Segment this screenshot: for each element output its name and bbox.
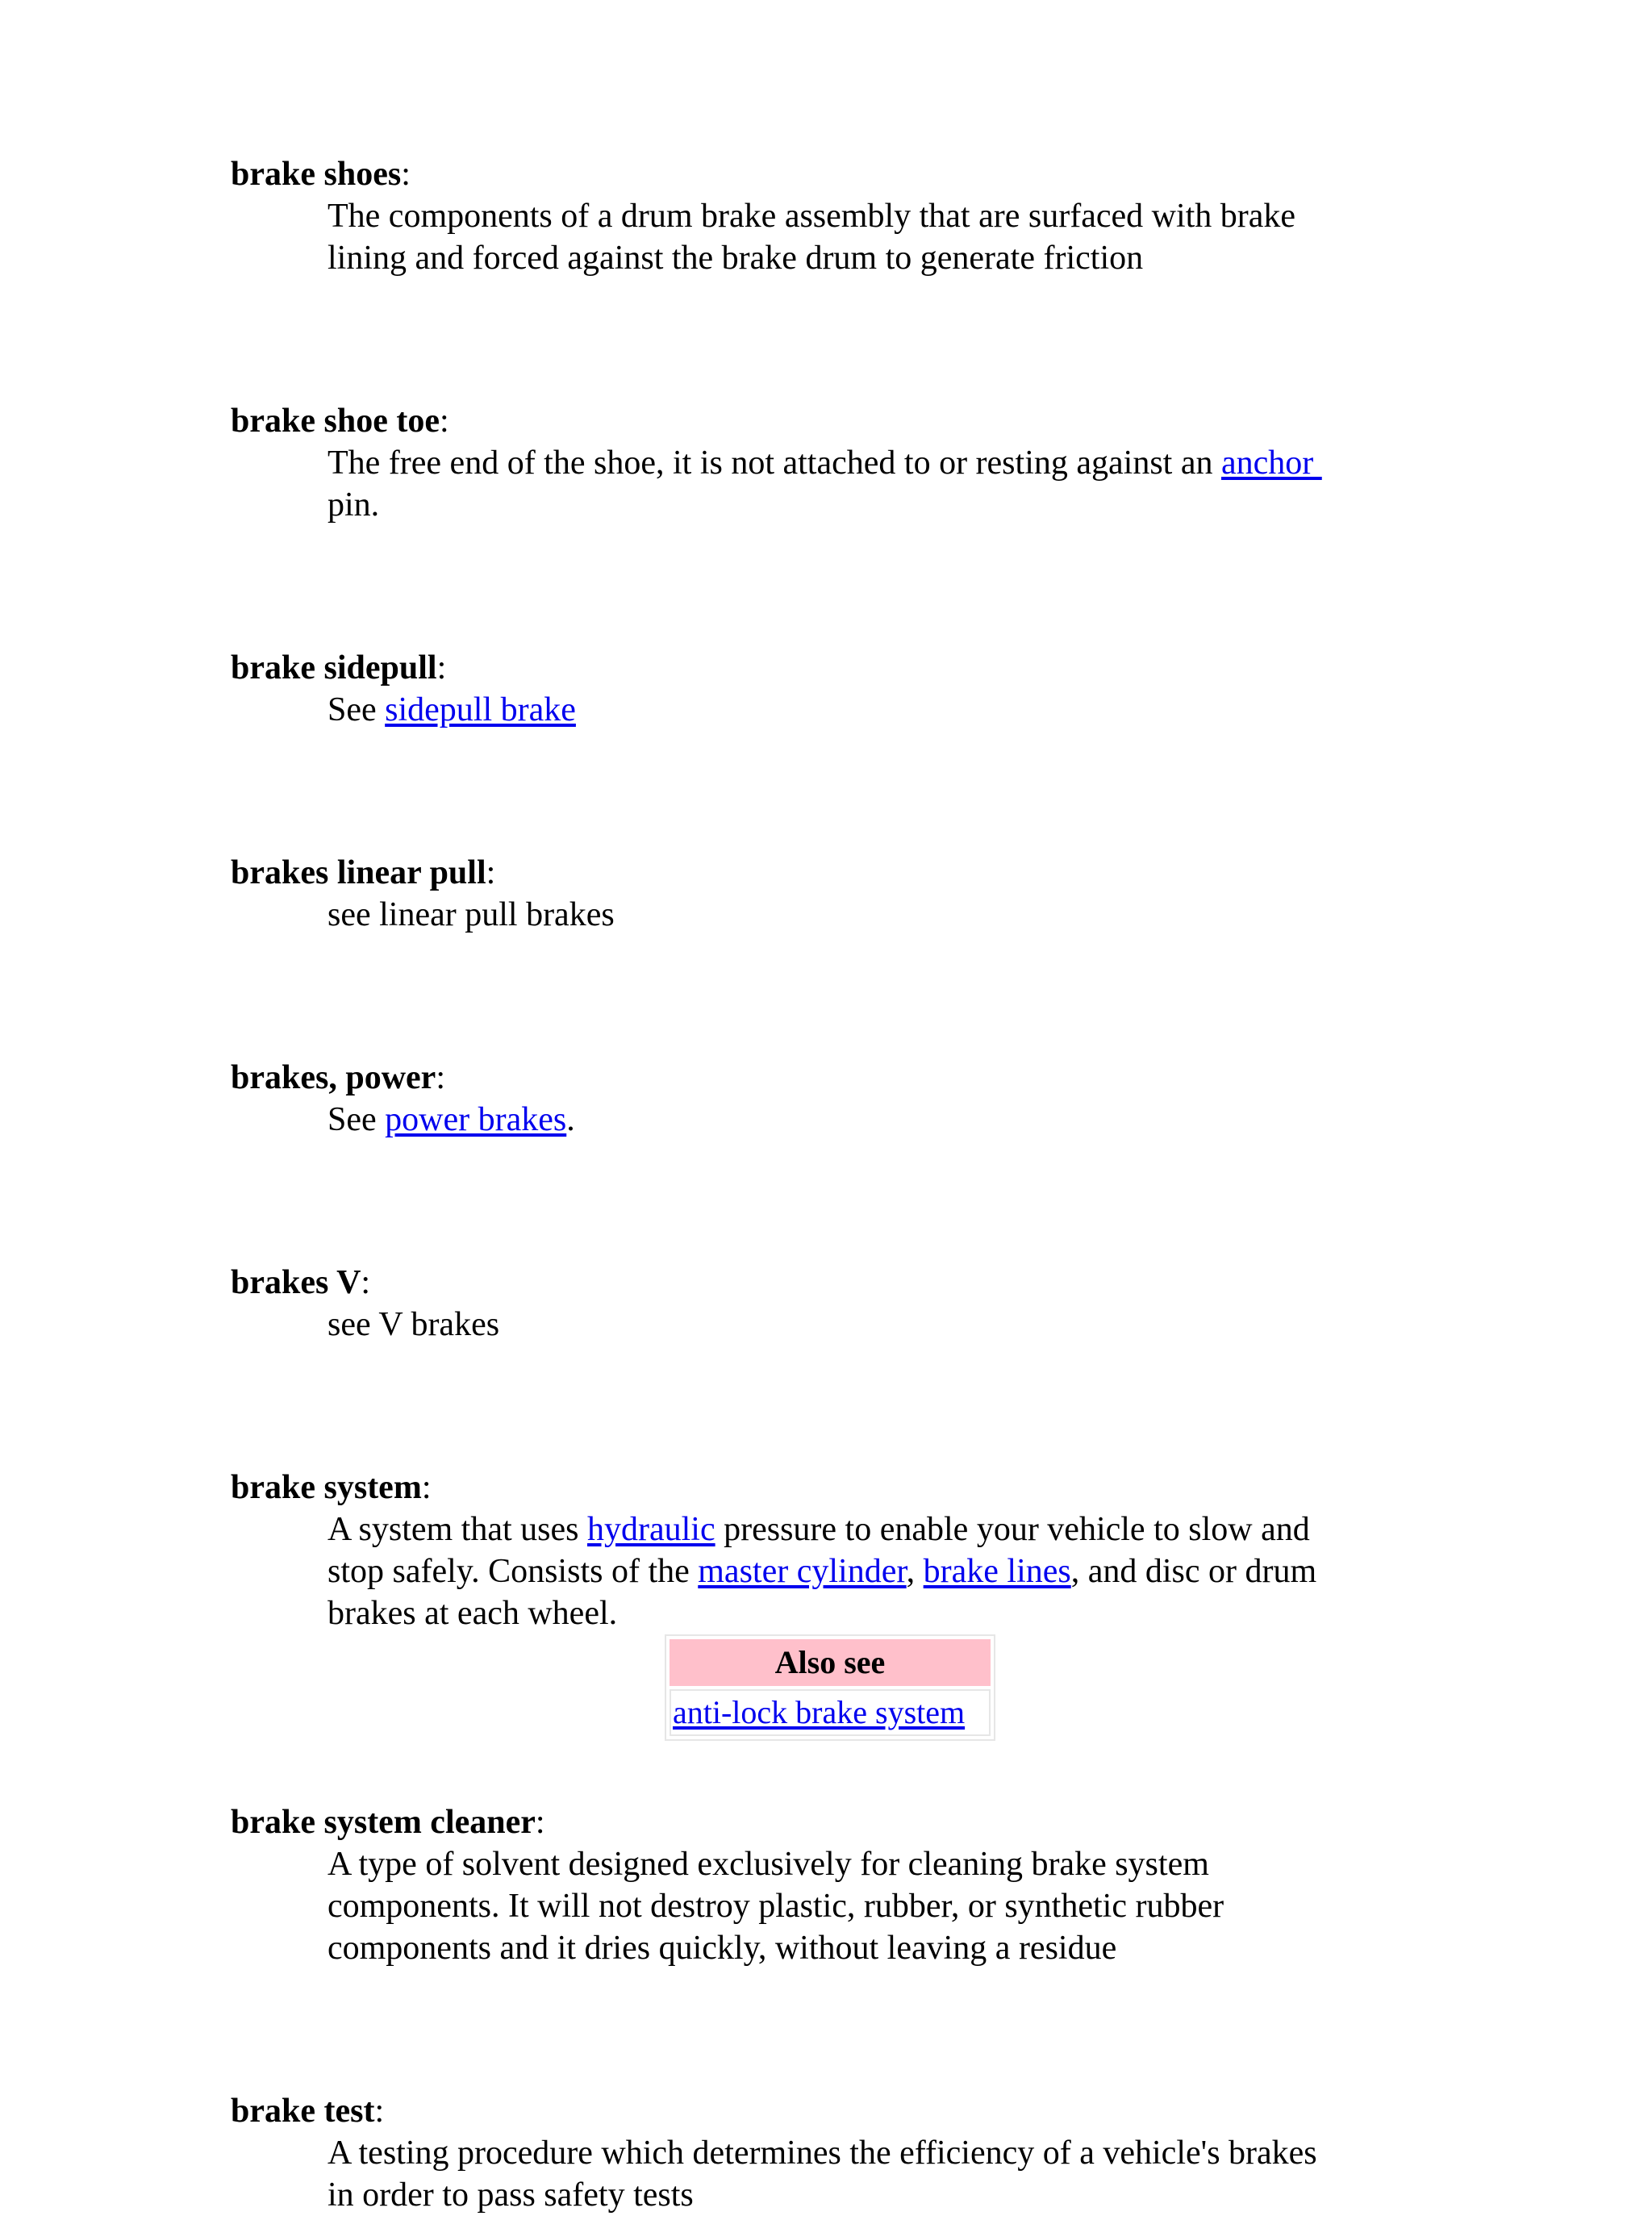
term-colon: : bbox=[486, 854, 496, 891]
hydraulic-link[interactable]: hydraulic bbox=[587, 1511, 715, 1548]
definition-text: See bbox=[327, 1101, 386, 1138]
anti-lock-brake-system-link[interactable]: anti-lock brake system bbox=[673, 1694, 966, 1730]
also-see-header: Also see bbox=[670, 1639, 991, 1686]
also-see-table bbox=[665, 1634, 995, 1741]
glossary-entry bbox=[231, 153, 1408, 279]
glossary-entry bbox=[231, 1057, 1408, 1141]
term-colon: : bbox=[439, 403, 449, 440]
term-colon: : bbox=[436, 1059, 445, 1096]
entry-term-line bbox=[231, 1262, 1408, 1304]
entry-term-line bbox=[231, 647, 1408, 689]
entry-term: brake shoes bbox=[231, 156, 402, 193]
entry-term-line bbox=[231, 153, 1408, 195]
definition-text: pressure to enable your vehicle to slow and bbox=[715, 1511, 1310, 1548]
entry-definition bbox=[327, 1304, 1408, 1346]
term-colon: : bbox=[374, 2093, 385, 2130]
entry-definition bbox=[327, 1099, 1408, 1141]
entry-definition bbox=[327, 689, 1408, 731]
definition-line: see linear pull brakes bbox=[327, 896, 615, 933]
definition-line: lining and forced against the brake drum to generate friction bbox=[327, 240, 1144, 277]
glossary-entry bbox=[231, 852, 1408, 936]
glossary-entry bbox=[231, 1467, 1408, 1741]
definition-text: A system that uses bbox=[327, 1511, 587, 1548]
term-colon: : bbox=[436, 649, 447, 687]
definition-line bbox=[327, 1509, 1408, 1550]
entry-term: brake system bbox=[231, 1469, 422, 1506]
entry-term: brake system cleaner bbox=[231, 1804, 536, 1841]
brake-lines-link[interactable]: brake lines bbox=[923, 1553, 1071, 1590]
entry-term-line bbox=[231, 2090, 1408, 2132]
definition-line bbox=[327, 1550, 1408, 1592]
definition-line: A testing procedure which determines the efficiency of a vehicle's brakes bbox=[327, 2135, 1317, 2172]
glossary-entry bbox=[231, 1801, 1408, 1969]
entry-definition bbox=[327, 442, 1408, 526]
definition-line: The components of a drum brake assembly that are surfaced with brake bbox=[327, 198, 1296, 235]
term-colon: : bbox=[401, 156, 411, 193]
glossary-entry bbox=[231, 400, 1408, 526]
definition-line: A type of solvent designed exclusively for cleaning brake system bbox=[327, 1846, 1209, 1883]
entry-term-line bbox=[231, 1801, 1408, 1843]
definition-text: . bbox=[566, 1101, 575, 1138]
definition-text: The free end of the shoe, it is not attached to or resting against an bbox=[327, 444, 1221, 482]
anchor-link[interactable]: anchor bbox=[1220, 444, 1322, 482]
definition-line: components and it dries quickly, without leaving a residue bbox=[327, 1930, 1117, 1967]
entry-term: brake shoe toe bbox=[231, 403, 440, 440]
master-cylinder-link[interactable]: master cylinder bbox=[698, 1553, 907, 1590]
entry-definition bbox=[327, 1843, 1408, 1969]
also-see-cell bbox=[670, 1689, 991, 1736]
definition-line bbox=[327, 442, 1408, 484]
entry-definition bbox=[327, 1509, 1408, 1634]
entry-term-line bbox=[231, 400, 1408, 442]
definition-line bbox=[327, 689, 1408, 731]
entry-term-line bbox=[231, 1467, 1408, 1509]
glossary-entry bbox=[231, 2090, 1408, 2216]
term-colon: : bbox=[421, 1469, 432, 1506]
power-brakes-link[interactable]: power brakes bbox=[385, 1101, 567, 1138]
definition-line bbox=[327, 1099, 1408, 1141]
definition-line: in order to pass safety tests bbox=[327, 2176, 694, 2214]
definition-line: pin. bbox=[327, 486, 380, 524]
entry-term-line bbox=[231, 1057, 1408, 1099]
glossary-entry bbox=[231, 647, 1408, 731]
entry-term: brakes V bbox=[231, 1264, 361, 1301]
sidepull-brake-link[interactable]: sidepull brake bbox=[385, 691, 576, 728]
entry-term: brakes linear pull bbox=[231, 854, 486, 891]
definition-text: , and disc or drum bbox=[1070, 1553, 1317, 1590]
entry-definition bbox=[327, 195, 1408, 279]
definition-line: see V brakes bbox=[327, 1306, 500, 1343]
entry-definition bbox=[327, 894, 1408, 936]
entry-term: brakes, power bbox=[231, 1059, 436, 1096]
term-colon: : bbox=[361, 1264, 371, 1301]
entry-term-line bbox=[231, 852, 1408, 894]
definition-text: See bbox=[327, 691, 386, 728]
definition-line: brakes at each wheel. bbox=[327, 1595, 618, 1632]
definition-text: , bbox=[906, 1553, 924, 1590]
definition-text: stop safely. Consists of the bbox=[327, 1553, 699, 1590]
entry-term: brake test bbox=[231, 2093, 375, 2130]
term-colon: : bbox=[535, 1804, 545, 1841]
entry-term: brake sidepull bbox=[231, 649, 437, 687]
glossary-entry bbox=[231, 1262, 1408, 1346]
glossary-document bbox=[231, 153, 1408, 2216]
definition-line: components. It will not destroy plastic, rubber, or synthetic rubber bbox=[327, 1888, 1224, 1925]
entry-definition bbox=[327, 2132, 1408, 2216]
